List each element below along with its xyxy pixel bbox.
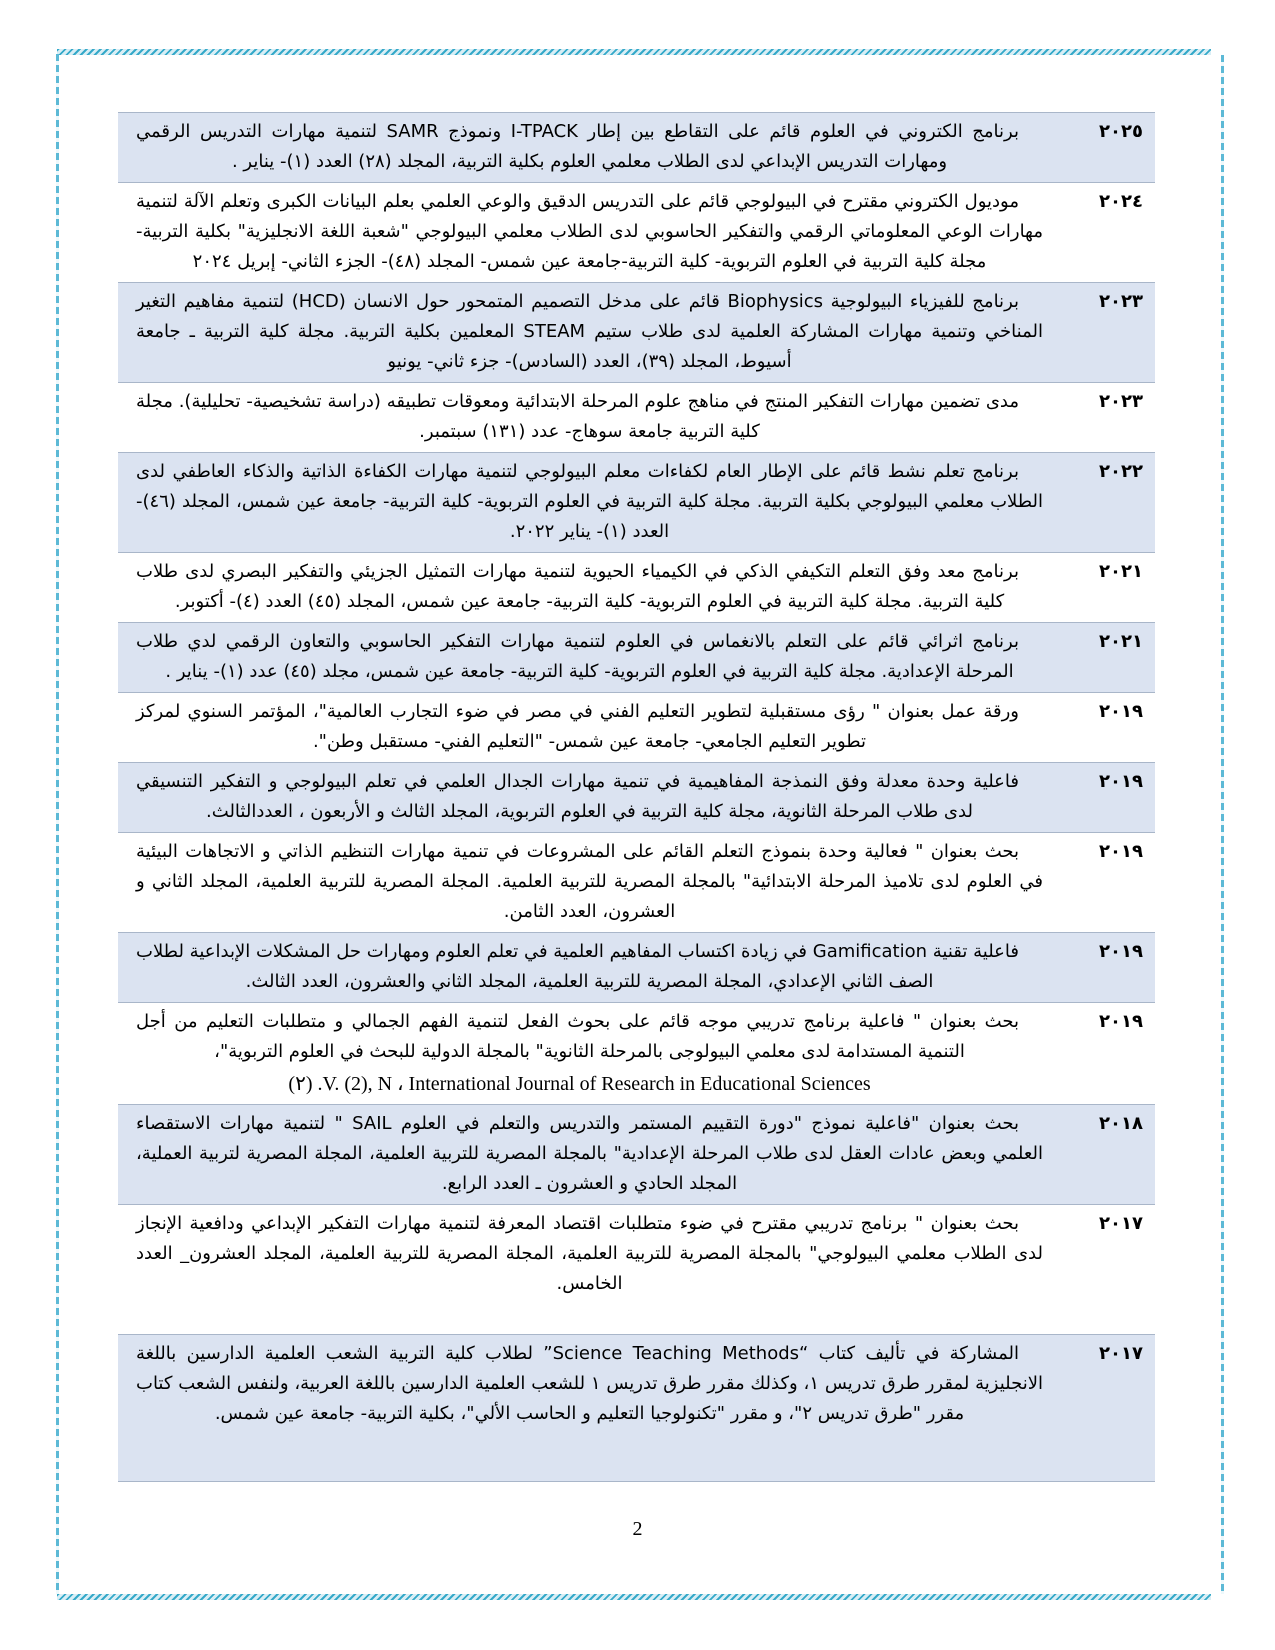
publication-text: برنامج معد وفق التعلم التكيفي الذكي في الكيمياء الحيوية لتنمية مهارات التمثيل الجزيئي والتفكير البصري لدى طلاب كلية التربية. مجلة كلية التربية في العلوم التربوية- كلية التربية- جامعة عين شمس، المجلد (٤٥) العدد (٤)- أكتوبر. (136, 561, 1019, 612)
publication-year: ٢٠١٩ (1099, 771, 1143, 792)
publication-entry (118, 1337, 1051, 1431)
publication-entry (118, 185, 1051, 279)
publication-text: مدى تضمين مهارات التفكير المنتج في مناهج علوم المرحلة الابتدائية ومعوقات تطبيقه (دراسة تشخيصية- تحليلية). مجلة كلية التربية جامعة سوهاج- عدد (١٣١) سبتمبر. (136, 391, 1019, 442)
publication-row (118, 693, 1155, 762)
publication-year: ٢٠٢٥ (1099, 121, 1143, 142)
publication-entry (118, 1107, 1051, 1201)
publications-table (118, 112, 1155, 1482)
page-border-left (56, 54, 59, 1594)
page-border-right (1221, 55, 1224, 1594)
publication-text: ورقة عمل بعنوان " رؤى مستقبلية لتطوير التعليم الفني في مصر في ضوء التجارب العالمية"، المؤتمر السنوي لمركز تطوير التعليم الجامعي- جامعة عين شمس- "التعليم الفني- مستقبل وطن". (136, 701, 1019, 752)
publication-row (118, 1334, 1155, 1482)
publication-text: بحث بعنوان " فاعلية برنامج تدريبي موجه قائم على بحوث الفعل لتنمية الفهم الجمالي و متطلبات التعليم من أجل التنمية المستدامة لدى معلمي البيولوجى بالمرحلة الثانوية" بالمجلة الدولية للبحث في العلوم التربوية"، (136, 1011, 1019, 1062)
journal-reference-line: (٢) .V. (2), N ، International Journal of Research in Educational Sciences (288, 1073, 871, 1095)
publication-text: المشاركة في تأليف كتاب “Science Teaching Methods” لطلاب كلية التربية الشعب العلمية الدارسين باللغة الانجليزية لمقرر طرق تدريس ١، وكذلك مقرر طرق تدريس ١ للشعب العلمية الدارسين باللغة العربية، ولنفس الشعب كتاب مقرر "طرق تدريس ٢"، و مقرر "تكنولوجيا التعليم و الحاسب الألي"، بكلية التربية- جامعة عين شمس. (136, 1343, 1044, 1424)
publication-entry (118, 935, 1051, 999)
publication-year: ٢٠٢٣ (1099, 291, 1143, 312)
publication-text: بحث بعنوان " برنامج تدريبي مقترح في ضوء متطلبات اقتصاد المعرفة لتنمية مهارات التفكير الإبداعي ودافعية الإنجاز لدى الطلاب معلمي البيولوجي" بالمجلة المصرية للتربية العلمية، المجلة المصرية للتربية العلمية، المجلد العشرون_ العدد الخامس. (136, 1213, 1043, 1294)
publication-entry (118, 285, 1051, 379)
publication-year: ٢٠٢٣ (1099, 391, 1143, 412)
publication-entry (118, 115, 1051, 179)
publication-row (118, 1104, 1155, 1205)
page-number: 2 (632, 1518, 643, 1540)
publication-row (118, 553, 1155, 622)
publication-row (118, 833, 1155, 932)
publication-text: برنامج تعلم نشط قائم على الإطار العام لكفاءات معلم البيولوجي لتنمية مهارات الكفاءة الذاتية والذكاء العاطفي لدى الطلاب معلمي البيولوجي بكلية التربية. مجلة كلية التربية في العلوم التربوية- كلية التربية- جامعة عين شمس، المجلد (٤٦)- العدد (١)- يناير ٢٠٢٢. (136, 461, 1043, 542)
publication-year: ٢٠١٩ (1099, 1011, 1143, 1032)
publication-year: ٢٠٢١ (1099, 631, 1143, 652)
publication-text: بحث بعنوان " فعالية وحدة بنموذج التعلم القائم على المشروعات في تنمية مهارات التنظيم الذاتي و الاتجاهات البيئية في العلوم لدى تلاميذ المرحلة الابتدائية" بالمجلة المصرية للتربية العلمية. المجلة المصرية للتربية العلمية، المجلد الثاني و العشرون، العدد الثامن. (136, 841, 1043, 922)
publication-row (118, 1003, 1155, 1104)
publication-row (118, 452, 1155, 553)
publication-year: ٢٠١٨ (1099, 1113, 1143, 1134)
publication-entry (118, 765, 1051, 829)
publication-entry (118, 1207, 1051, 1301)
publication-text: موديول الكتروني مقترح في البيولوجي قائم على التدريس الدقيق والوعي العلمي بعلم البيانات الكبرى وتعلم الآلة لتنمية مهارات الوعي المعلوماتي الرقمي والتفكير الحاسوبي لدى الطلاب معلمي البيولوجي "شعبة اللغة الانجليزية" بكلية التربية- مجلة كلية التربية في العلوم التربوية- كلية التربية-جامعة عين شمس- المجلد (٤٨)- الجزء الثاني- إبريل ٢٠٢٤ (136, 191, 1043, 272)
publication-text: برنامج اثرائي قائم على التعلم بالانغماس في العلوم لتنمية مهارات التفكير الحاسوبي والتعاون الرقمي لدي طلاب المرحلة الإعدادية. مجلة كلية التربية في العلوم التربوية- كلية التربية- جامعة عين شمس، مجلد (٤٥) عدد (١)- يناير . (136, 631, 1019, 682)
publication-entry (118, 1005, 1051, 1101)
publication-row (118, 183, 1155, 282)
publication-year: ٢٠٢١ (1099, 561, 1143, 582)
publication-entry (118, 625, 1051, 689)
publication-text: برنامج الكتروني في العلوم قائم على التقاطع بين إطار I-TPACK ونموذج SAMR لتنمية مهارات التدريس الرقمي ومهارات التدريس الإبداعي لدى الطلاب معلمي العلوم بكلية التربية، المجلد (٢٨) العدد (١)- يناير . (136, 121, 1019, 172)
publication-year: ٢٠١٩ (1099, 841, 1143, 862)
publication-row (118, 383, 1155, 452)
publication-text: بحث بعنوان "فاعلية نموذج "دورة التقييم المستمر والتدريس والتعلم في العلوم SAIL " لتنمية مهارات الاستقصاء العلمي وبعض عادات العقل لدى طلاب المرحلة الإعدادية" بالمجلة المصرية للتربية العلمية، المجلة المصرية لتربية العملية، المجلد الحادي و العشرون ـ العدد الرابع. (136, 1113, 1043, 1194)
publication-entry (118, 385, 1051, 449)
publication-entry (118, 455, 1051, 549)
publication-year: ٢٠١٧ (1099, 1213, 1143, 1234)
publication-year: ٢٠٢٢ (1099, 461, 1143, 482)
publication-row (118, 282, 1155, 383)
publication-entry (118, 695, 1051, 759)
publication-year: ٢٠١٧ (1099, 1343, 1143, 1364)
publication-row (118, 112, 1155, 183)
publication-row (118, 1205, 1155, 1304)
publication-year: ٢٠١٩ (1099, 941, 1143, 962)
publication-row (118, 762, 1155, 833)
publication-year: ٢٠١٩ (1099, 701, 1143, 722)
publication-entry (118, 555, 1051, 619)
page-border-top (57, 49, 1211, 55)
publication-text: فاعلية تقنية Gamification في زيادة اكتساب المفاهيم العلمية في تعلم العلوم ومهارات حل المشكلات الإبداعية لطلاب الصف الثاني الإعدادي، المجلة المصرية للتربية العلمية، المجلد الثاني والعشرون، العدد الثالث. (136, 941, 1019, 992)
publication-text: فاعلية وحدة معدلة وفق النمذجة المفاهيمية في تنمية مهارات الجدال العلمي في تعلم البيولوجي و التفكير التنسيقي لدى طلاب المرحلة الثانوية، مجلة كلية التربية في العلوم التربوية، المجلد الثالث و الأربعون ، العددالثالث. (136, 771, 1019, 822)
publication-row (118, 932, 1155, 1003)
publication-entry (118, 835, 1051, 929)
page-border-bottom (57, 1594, 1211, 1600)
publication-row (118, 622, 1155, 693)
publication-year: ٢٠٢٤ (1099, 191, 1143, 212)
publication-text: برنامج للفيزياء البيولوجية Biophysics قائم على مدخل التصميم المتمحور حول الانسان (HCD) لتنمية مفاهيم التغير المناخي وتنمية مهارات المشاركة العلمية لدى طلاب ستيم STEAM المعلمين بكلية التربية. مجلة كلية التربية ـ جامعة أسيوط، المجلد (٣٩)، العدد (السادس)- جزء ثاني- يونيو (136, 291, 1043, 372)
